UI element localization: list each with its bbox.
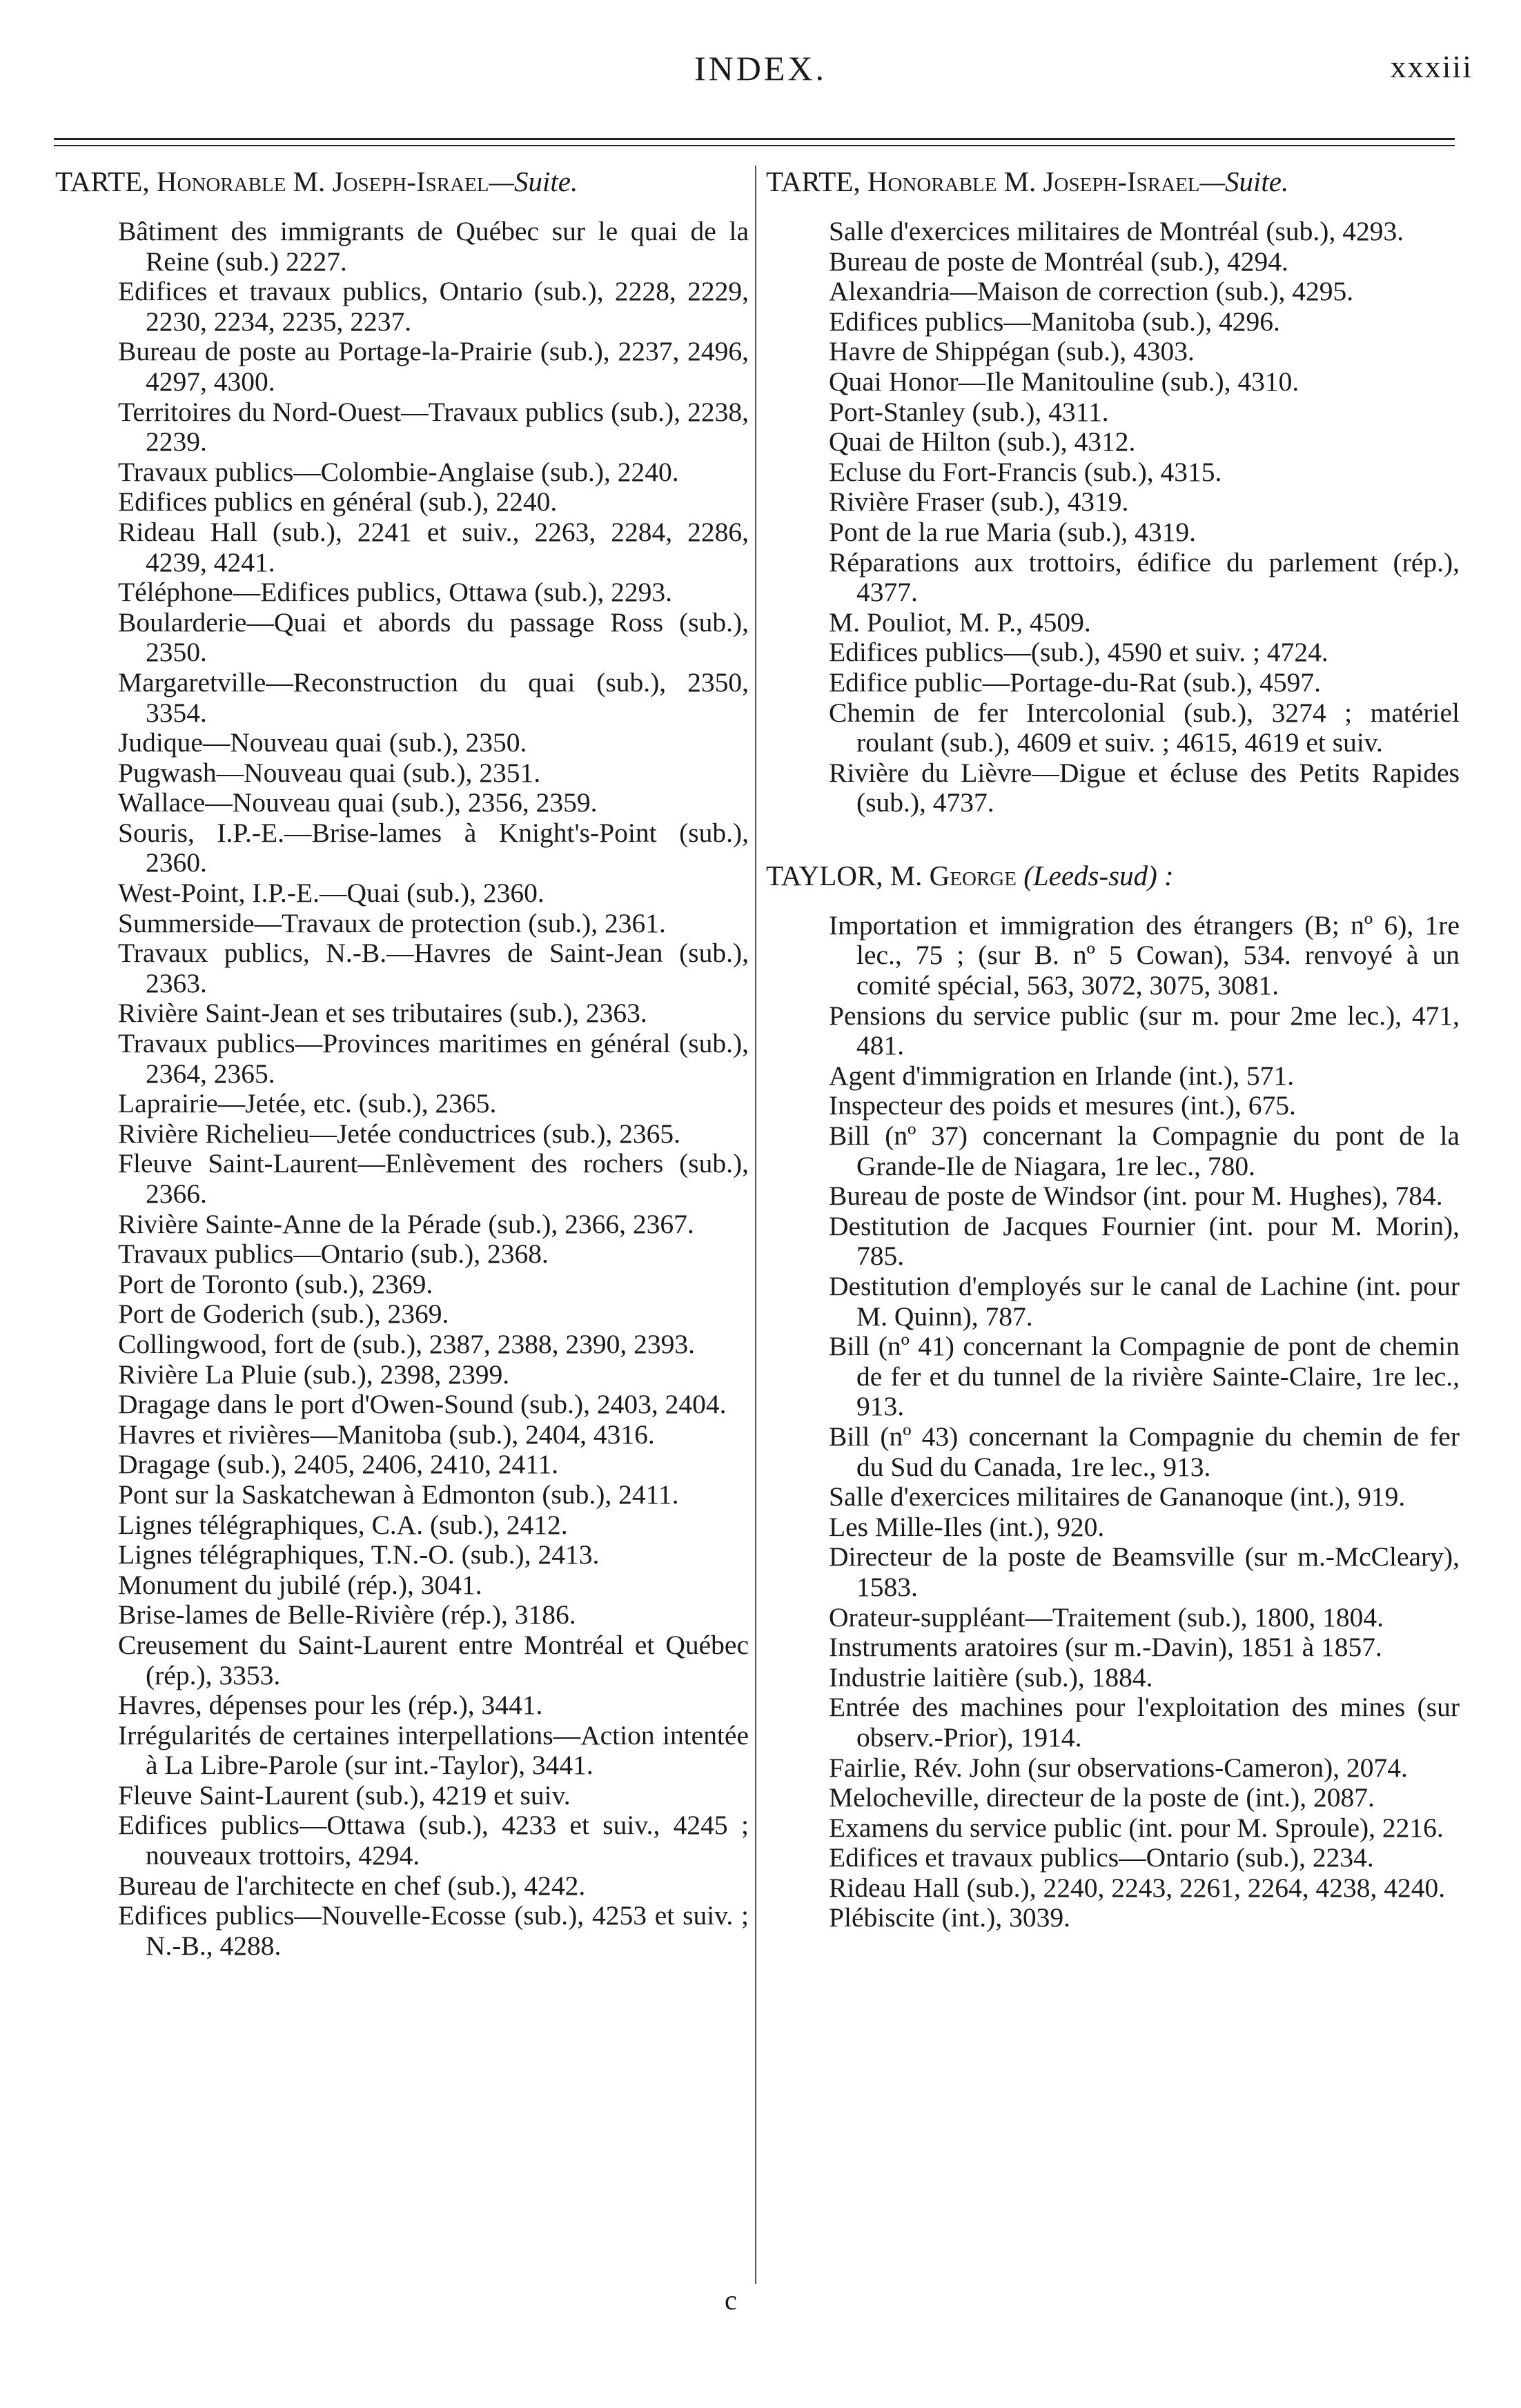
index-entry: Edifices et travaux publics, Ontario (sub.), 2228, 2229, 2230, 2234, 2235, 2237. — [118, 276, 749, 337]
index-entry: Fairlie, Rév. John (sur observations-Cameron), 2074. — [829, 1752, 1408, 1783]
index-entry: Edifices et travaux publics—Ontario (sub.), 2234. — [829, 1842, 1374, 1873]
entry-list — [766, 911, 1460, 1933]
index-entry: M. Pouliot, M. P., 4509. — [829, 606, 1091, 638]
index-entry: Rideau Hall (sub.), 2240, 2243, 2261, 2264, 4238, 4240. — [829, 1872, 1446, 1903]
index-entry: Travaux publics—Ontario (sub.), 2368. — [118, 1238, 549, 1270]
heading-name: TARTE, — [766, 166, 861, 197]
index-entry: Destitution d'employés sur le canal de Lachine (int. pour M. Quinn), 787. — [829, 1271, 1460, 1332]
index-entry: Edifices publics en général (sub.), 2240. — [118, 486, 558, 517]
index-entry: Boularderie—Quai et abords du passage Ross (sub.), 2350. — [118, 606, 749, 668]
index-entry: Chemin de fer Intercolonial (sub.), 3274 ; matériel roulant (sub.), 4609 et suiv. ; 4615, 4619 et suiv. — [829, 697, 1460, 758]
index-entry: Réparations aux trottoirs, édifice du parlement (rép.), 4377. — [829, 546, 1460, 608]
heading-name: TAYLOR, — [766, 859, 883, 891]
page-number: xxxiii — [1390, 49, 1473, 84]
index-entry: Bâtiment des immigrants de Québec sur le quai de la Reine (sub.) 2227. — [118, 216, 749, 277]
index-entry: Bureau de poste de Montréal (sub.), 4294. — [829, 246, 1288, 277]
index-entry: Edifices publics—Nouvelle-Ecosse (sub.), 4253 et suiv. ; N.-B., 4288. — [118, 1900, 749, 1961]
entry-list — [55, 217, 749, 1961]
index-entry: Souris, I.P.-E.—Brise-lames à Knight's-Point (sub.), 2360. — [118, 817, 749, 878]
index-entry: Judique—Nouveau quai (sub.), 2350. — [118, 727, 527, 758]
index-entry: Collingwood, fort de (sub.), 2387, 2388, 2390, 2393. — [118, 1328, 696, 1359]
index-entry: Lignes télégraphiques, T.N.-O. (sub.), 2413. — [118, 1539, 600, 1570]
index-entry: Plébiscite (int.), 3039. — [829, 1902, 1070, 1933]
index-entry: Examens du service public (int. pour M. Sproule), 2216. — [829, 1812, 1444, 1843]
index-entry: Rivière La Pluie (sub.), 2398, 2399. — [118, 1359, 510, 1390]
heading-suffix: —Suite. — [489, 166, 578, 197]
heading-riding: (Leeds-sud) : — [1023, 859, 1174, 891]
index-entry: Travaux publics—Provinces maritimes en général (sub.), 2364, 2365. — [118, 1028, 749, 1089]
index-entry: Port de Goderich (sub.), 2369. — [118, 1299, 449, 1330]
index-heading-taylor — [766, 860, 1460, 891]
header-rule-bottom — [54, 145, 1455, 146]
index-entry: Pont de la rue Maria (sub.), 4319. — [829, 516, 1197, 547]
index-entry: Rivière Sainte-Anne de la Pérade (sub.), 2366, 2367. — [118, 1208, 694, 1239]
index-entry: Bill (nº 41) concernant la Compagnie de pont de chemin de fer et du tunnel de la rivière Sainte-Claire, 1re lec., 913. — [829, 1331, 1460, 1422]
index-entry: Directeur de la poste de Beamsville (sur m.-McCleary), 1583. — [829, 1541, 1460, 1602]
heading-name: TARTE, — [55, 166, 150, 197]
index-entry: Rivière Saint-Jean et ses tributaires (sub.), 2363. — [118, 998, 647, 1029]
section-gap — [766, 818, 1460, 860]
left-column — [55, 166, 749, 1961]
index-entry: Bureau de poste au Portage-la-Prairie (sub.), 2237, 2496, 4297, 4300. — [118, 336, 749, 397]
entry-list — [766, 217, 1460, 818]
index-entry: Pugwash—Nouveau quai (sub.), 2351. — [118, 757, 541, 788]
index-entry: Lignes télégraphiques, C.A. (sub.), 2412. — [118, 1509, 568, 1540]
index-entry: Edifice public—Portage-du-Rat (sub.), 4597. — [829, 667, 1322, 698]
index-entry: Havres, dépenses pour les (rép.), 3441. — [118, 1690, 543, 1721]
index-entry: Irrégularités de certaines interpellations—Action intentée à La Libre-Parole (sur int.-Taylor), 3441. — [118, 1719, 749, 1781]
index-entry: Industrie laitière (sub.), 1884. — [829, 1661, 1153, 1692]
index-entry: Edifices publics—(sub.), 4590 et suiv. ; 4724. — [829, 637, 1328, 668]
index-entry: Edifices publics—Manitoba (sub.), 4296. — [829, 306, 1280, 337]
index-entry: Agent d'immigration en Irlande (int.), 571. — [829, 1060, 1295, 1091]
index-entry: Téléphone—Edifices publics, Ottawa (sub.), 2293. — [118, 577, 672, 608]
index-entry: Rivière Richelieu—Jetée conductrices (sub.), 2365. — [118, 1118, 680, 1149]
index-entry: Salle d'exercices militaires de Gananoque (int.), 919. — [829, 1481, 1406, 1512]
right-column — [766, 166, 1460, 1933]
index-entry: Rideau Hall (sub.), 2241 et suiv., 2263, 2284, 2286, 4239, 4241. — [118, 516, 749, 578]
index-entry: Laprairie—Jetée, etc. (sub.), 2365. — [118, 1088, 497, 1119]
heading-honorific: M. George — [890, 859, 1017, 891]
heading-honorific: Honorable M. Joseph-Israel — [156, 166, 489, 197]
index-entry: Bill (nº 43) concernant la Compagnie du chemin de fer du Sud du Canada, 1re lec., 913. — [829, 1421, 1460, 1482]
index-entry: Bill (nº 37) concernant la Compagnie du pont de la Grande-Ile de Niagara, 1re lec., 780. — [829, 1121, 1460, 1181]
index-entry: Inspecteur des poids et mesures (int.), 675. — [829, 1090, 1296, 1121]
index-entry: Territoires du Nord-Ouest—Travaux publics (sub.), 2238, 2239. — [118, 396, 749, 457]
heading-honorific: Honorable M. Joseph-Israel — [867, 166, 1200, 197]
index-entry: Fleuve Saint-Laurent (sub.), 4219 et suiv. — [118, 1779, 571, 1810]
index-entry: Travaux publics—Colombie-Anglaise (sub.), 2240. — [118, 456, 679, 487]
index-entry: Salle d'exercices militaires de Montréal (sub.), 4293. — [829, 216, 1404, 246]
index-entry: Wallace—Nouveau quai (sub.), 2356, 2359. — [118, 787, 598, 818]
index-entry: Quai Honor—Ile Manitouline (sub.), 4310. — [829, 366, 1299, 397]
index-entry: Pensions du service public (sur m. pour 2me lec.), 471, 481. — [829, 1000, 1460, 1061]
index-entry: Dragage dans le port d'Owen-Sound (sub.), 2403, 2404. — [118, 1389, 727, 1420]
index-entry: Orateur-suppléant—Traitement (sub.), 1800, 1804. — [829, 1601, 1384, 1632]
index-entry: Bureau de l'architecte en chef (sub.), 4242. — [118, 1870, 586, 1901]
index-entry: Rivière Fraser (sub.), 4319. — [829, 486, 1129, 517]
index-entry: Travaux publics, N.-B.—Havres de Saint-Jean (sub.), 2363. — [118, 938, 749, 998]
index-entry: Bureau de poste de Windsor (int. pour M. Hughes), 784. — [829, 1181, 1443, 1212]
index-entry: Rivière du Lièvre—Digue et écluse des Petits Rapides (sub.), 4737. — [829, 757, 1460, 818]
index-entry: Port de Toronto (sub.), 2369. — [118, 1268, 433, 1299]
index-entry: Entrée des machines pour l'exploitation des mines (sur observ.-Prior), 1914. — [829, 1692, 1460, 1753]
index-entry: Havre de Shippégan (sub.), 4303. — [829, 336, 1195, 367]
index-entry: Port-Stanley (sub.), 4311. — [829, 396, 1109, 427]
index-entry: West-Point, I.P.-E.—Quai (sub.), 2360. — [118, 878, 544, 909]
heading-suffix: —Suite. — [1199, 166, 1289, 197]
index-entry: Ecluse du Fort-Francis (sub.), 4315. — [829, 456, 1222, 487]
index-entry: Dragage (sub.), 2405, 2406, 2410, 2411. — [118, 1449, 559, 1480]
signature-mark: c — [725, 2284, 737, 2316]
index-entry: Les Mille-Iles (int.), 920. — [829, 1511, 1105, 1542]
page-title: INDEX. — [694, 49, 827, 88]
index-entry: Brise-lames de Belle-Rivière (rép.), 3186. — [118, 1599, 576, 1630]
index-entry: Havres et rivières—Manitoba (sub.), 2404, 4316. — [118, 1419, 655, 1450]
index-entry: Instruments aratoires (sur m.-Davin), 1851 à 1857. — [829, 1632, 1382, 1663]
index-entry: Margaretville—Reconstruction du quai (sub.), 2350, 3354. — [118, 667, 749, 728]
index-heading-tarte — [766, 166, 1460, 197]
index-entry: Edifices publics—Ottawa (sub.), 4233 et suiv., 4245 ; nouveaux trottoirs, 4294. — [118, 1810, 749, 1871]
index-entry: Alexandria—Maison de correction (sub.), 4295. — [829, 276, 1354, 307]
index-entry: Fleuve Saint-Laurent—Enlèvement des rochers (sub.), 2366. — [118, 1148, 749, 1209]
index-entry: Melocheville, directeur de la poste de (int.), 2087. — [829, 1782, 1375, 1813]
index-heading-tarte — [55, 166, 749, 197]
index-entry: Monument du jubilé (rép.), 3041. — [118, 1569, 482, 1600]
page-header — [0, 48, 1521, 103]
index-entry: Creusement du Saint-Laurent entre Montréal et Québec (rép.), 3353. — [118, 1629, 749, 1690]
header-rule-top — [54, 138, 1455, 140]
index-entry: Destitution de Jacques Fournier (int. pour M. Morin), 785. — [829, 1210, 1460, 1272]
index-entry: Pont sur la Saskatchewan à Edmonton (sub.), 2411. — [118, 1479, 679, 1510]
index-entry: Importation et immigration des étrangers (B; nº 6), 1re lec., 75 ; (sur B. nº 5 Cowan), 534. renvoyé à un comité spécial, 563, 3072, 3075, 3081. — [829, 909, 1460, 1001]
column-divider — [755, 166, 756, 2284]
index-entry: Summerside—Travaux de protection (sub.), 2361. — [118, 907, 666, 938]
index-entry: Quai de Hilton (sub.), 4312. — [829, 426, 1136, 457]
